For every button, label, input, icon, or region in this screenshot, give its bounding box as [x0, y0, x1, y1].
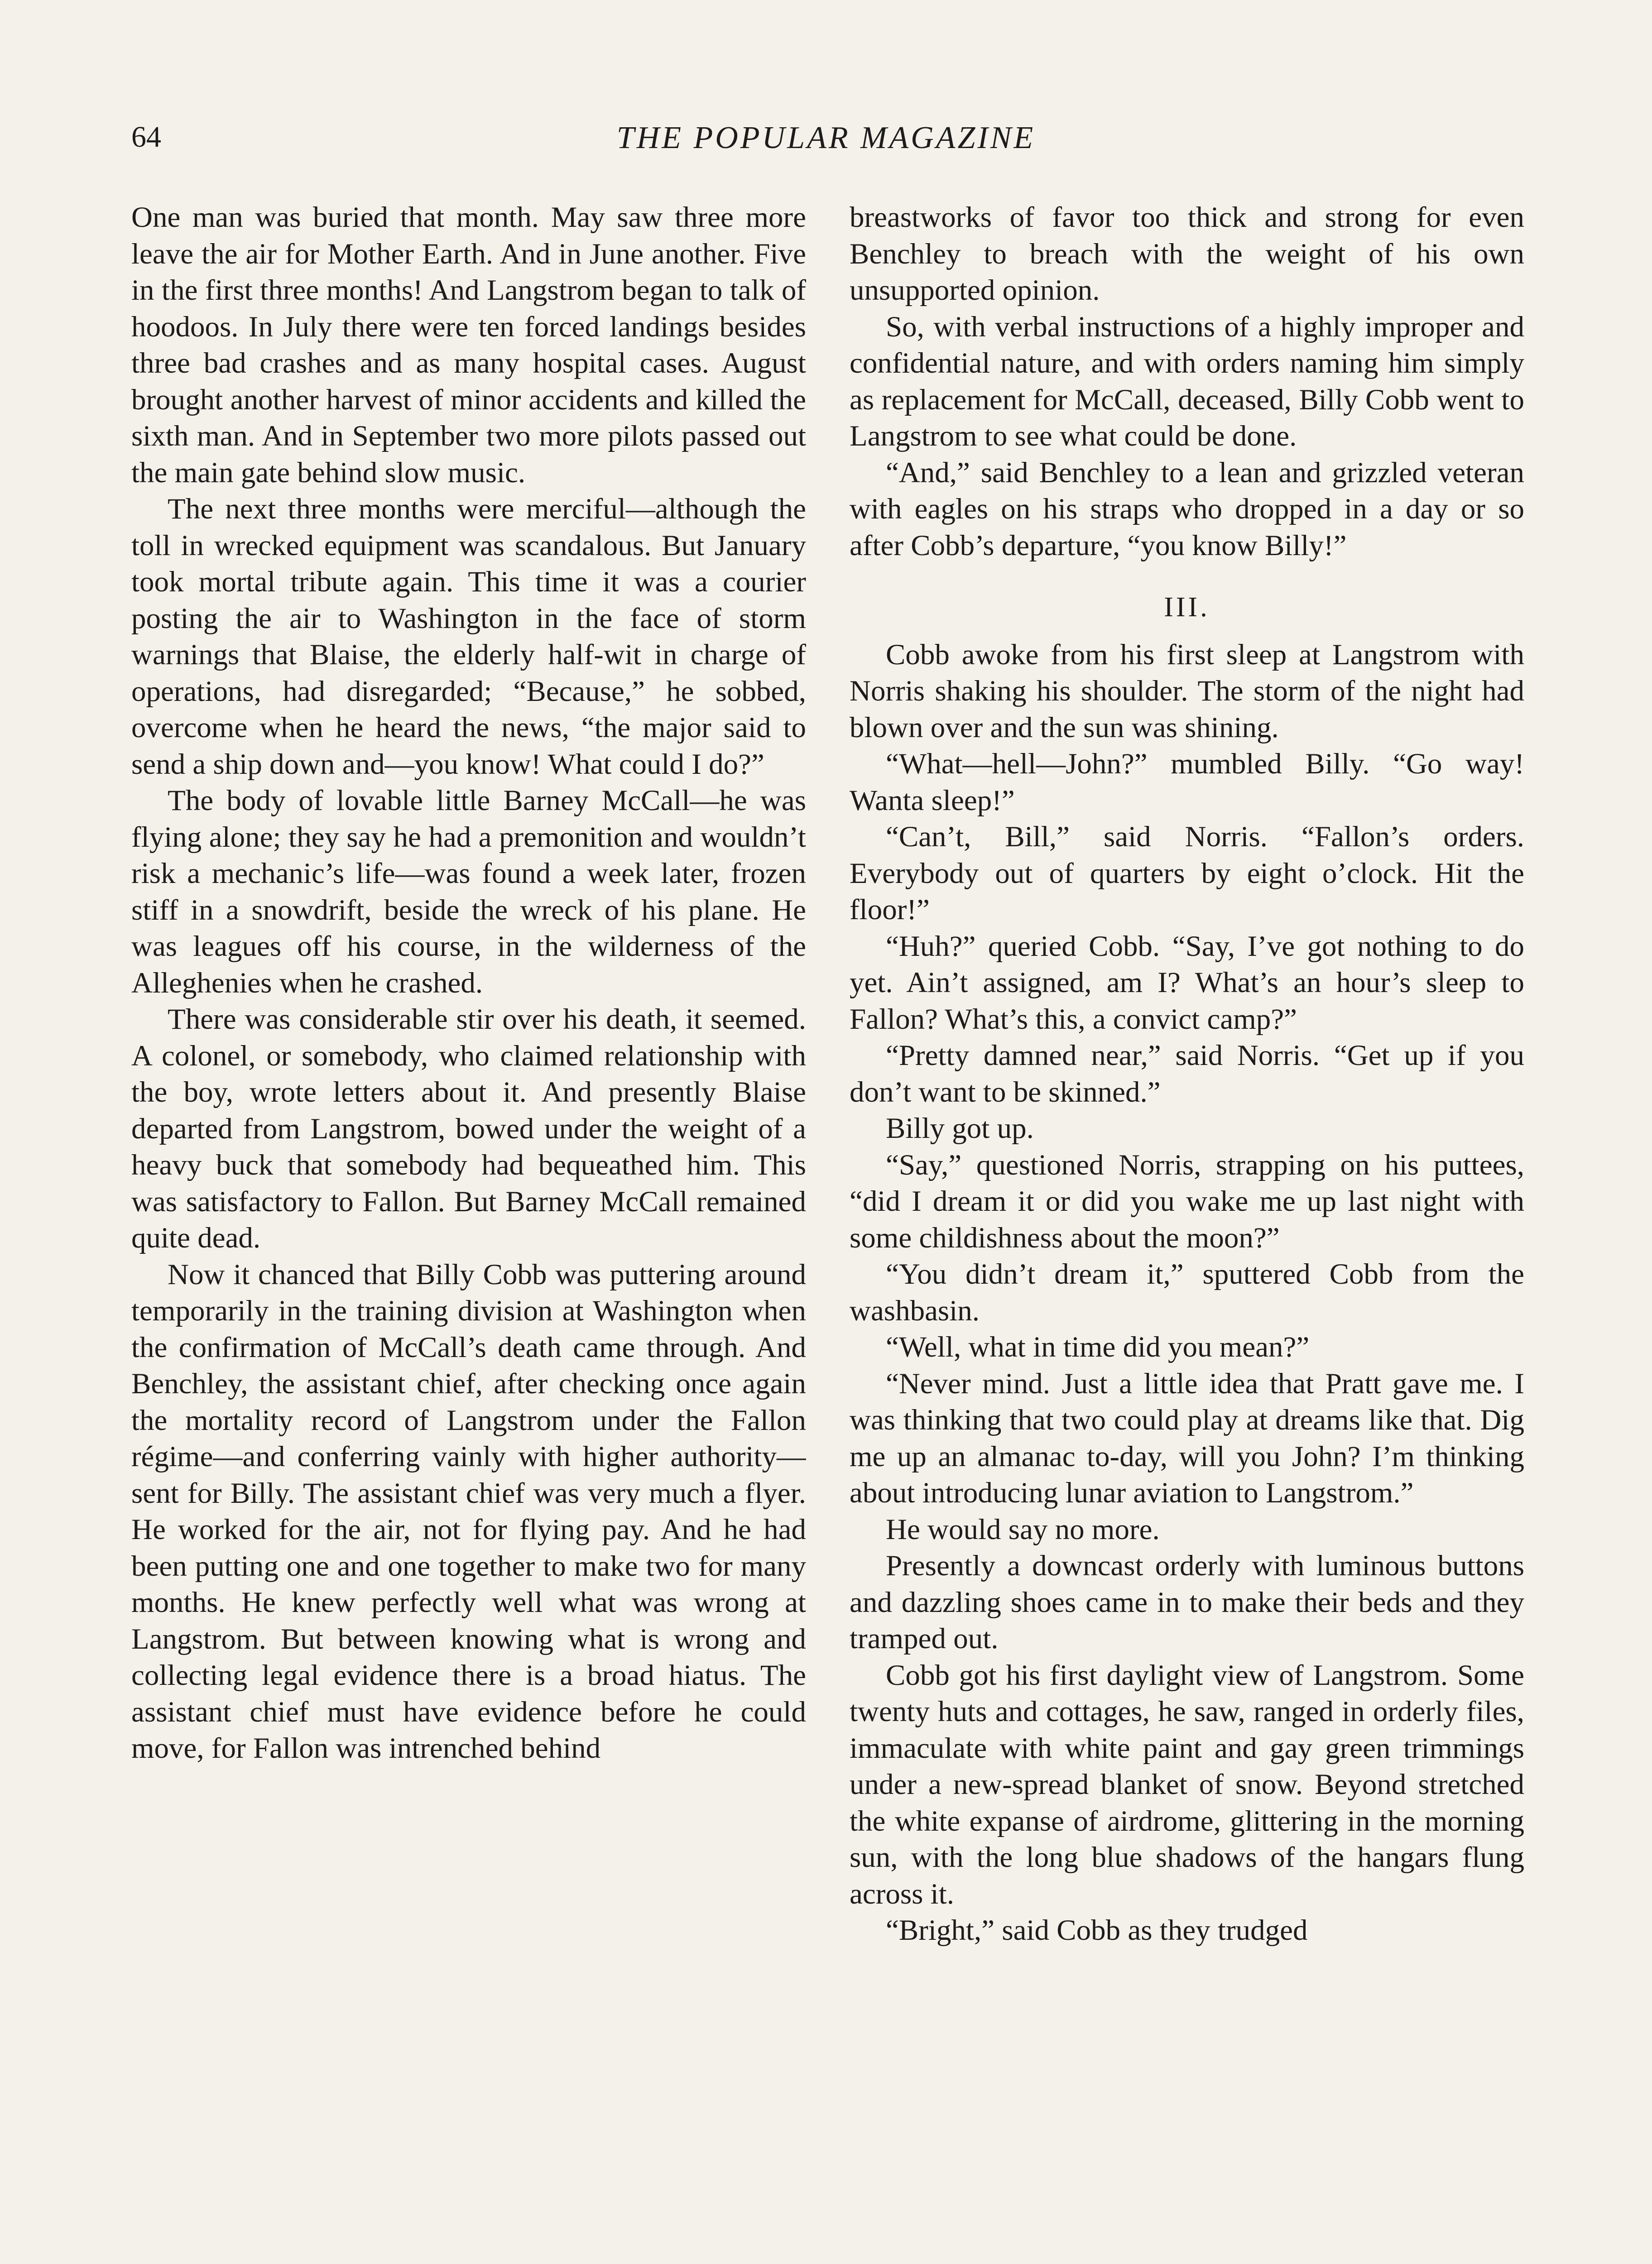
paragraph: He would say no more.: [886, 1513, 1160, 1546]
paragraph: So, with verbal instructions of a highly improper and confidential nature, and with orders naming him simply as replacement for McCall, deceased, Billy Cobb went to Langstrom to see what could be done.: [850, 310, 1524, 452]
paragraph: “Pretty damned near,” said Norris. “Get up if you don’t want to be skinned.”: [850, 1039, 1524, 1108]
paragraph: Cobb got his first daylight view of Langstrom. Some twenty huts and cottages, he saw, ranged in orderly files, immaculate with white paint and gay green trimmings under a new-spread blanket of snow. Beyond stretched the white expanse of airdrome, glittering in the morning sun, with the long blue shadows of the hangars flung across it.: [850, 1659, 1524, 1910]
paragraph: “Huh?” queried Cobb. “Say, I’ve got nothing to do yet. Ain’t assigned, am I? What’s an hour’s sleep to Fallon? What’s this, a convict camp?”: [850, 930, 1524, 1036]
running-head: THE POPULAR MAGAZINE: [616, 120, 1036, 155]
paragraph: The body of lovable little Barney McCall—he was flying alone; they say he had a premonition and wouldn’t risk a mechanic’s life—was found a week later, frozen stiff in a snowdrift, beside the wreck of his plane. He was leagues off his course, in the wilderness of the Alleghenies when he crashed.: [131, 784, 806, 999]
paragraph: The next three months were merciful—although the toll in wrecked equipment was scandalous. But January took mortal tribute again. This time it was a courier posting the air to Washington in the face of storm warnings that Blaise, the elderly half-wit in charge of operations, had disregarded; “Because,” he sobbed, overcome when he heard the news, “the major said to send a ship down and—you know! What could I do?”: [131, 493, 806, 781]
right-column: [850, 199, 1524, 2264]
paragraph: Now it chanced that Billy Cobb was puttering around temporarily in the training division at Washington when the confirmation of McCall’s death came through. And Benchley, the assistant chief, after checking once again the mortality record of Langstrom under the Fallon régime—and conferring vainly with higher authority—sent for Billy. The assistant chief was very much a flyer. He worked for the air, not for flying pay. And he had been putting one and one together to make two for many months. He knew perfectly well what was wrong at Langstrom. But between knowing what is wrong and collecting legal evidence there is a broad hiatus. The assistant chief must have evidence before he could move, for Fallon was intrenched behind: [131, 1258, 806, 1765]
paragraph: “What—hell—John?” mumbled Billy. “Go way! Wanta sleep!”: [850, 748, 1524, 817]
paragraph: “Never mind. Just a little idea that Pratt gave me. I was thinking that two could play at dreams like that. Dig me up an almanac to-day, will you John? I’m thinking about introducing lunar aviation to Langstrom.”: [850, 1367, 1524, 1509]
paragraph: “Well, what in time did you mean?”: [886, 1331, 1310, 1363]
left-column: [131, 199, 806, 2264]
paragraph: Presently a downcast orderly with luminous buttons and dazzling shoes came in to make their beds and they tramped out.: [850, 1549, 1524, 1655]
paragraph: “Bright,” said Cobb as they trudged: [886, 1914, 1308, 1947]
section-heading: III.: [1164, 592, 1210, 623]
paragraph: “Say,” questioned Norris, strapping on his puttees, “did I dream it or did you wake me up last night with some childishness about the moon?”: [850, 1148, 1524, 1254]
paragraph: There was considerable stir over his death, it seemed. A colonel, or somebody, who claimed relationship with the boy, wrote letters about it. And presently Blaise departed from Langstrom, bowed under the weight of a heavy buck that somebody had bequeathed him. This was satisfactory to Fallon. But Barney McCall remained quite dead.: [131, 1003, 806, 1254]
paragraph: Billy got up.: [886, 1112, 1034, 1145]
paragraph: One man was buried that month. May saw three more leave the air for Mother Earth. And in June another. Five in the first three months! And Langstrom began to talk of hoodoos. In July there were ten forced landings besides three bad crashes and as many hospital cases. August brought another harvest of minor accidents and killed the sixth man. And in September two more pilots passed out the main gate behind slow music.: [131, 201, 806, 489]
paragraph: “You didn’t dream it,” sputtered Cobb from the washbasin.: [850, 1258, 1524, 1327]
paragraph: Cobb awoke from his first sleep at Langstrom with Norris shaking his shoulder. The storm of the night had blown over and the sun was shining.: [850, 638, 1524, 744]
paragraph: “Can’t, Bill,” said Norris. “Fallon’s orders. Everybody out of quarters by eight o’clock. Hit the floor!”: [850, 820, 1524, 926]
paragraph: “And,” said Benchley to a lean and grizzled veteran with eagles on his straps who dropped in a day or so after Cobb’s departure, “you know Billy!”: [850, 456, 1524, 562]
paragraph: breastworks of favor too thick and strong for even Benchley to breach with the weight of his own unsupported opinion.: [850, 201, 1524, 307]
page-number: 64: [131, 120, 161, 153]
